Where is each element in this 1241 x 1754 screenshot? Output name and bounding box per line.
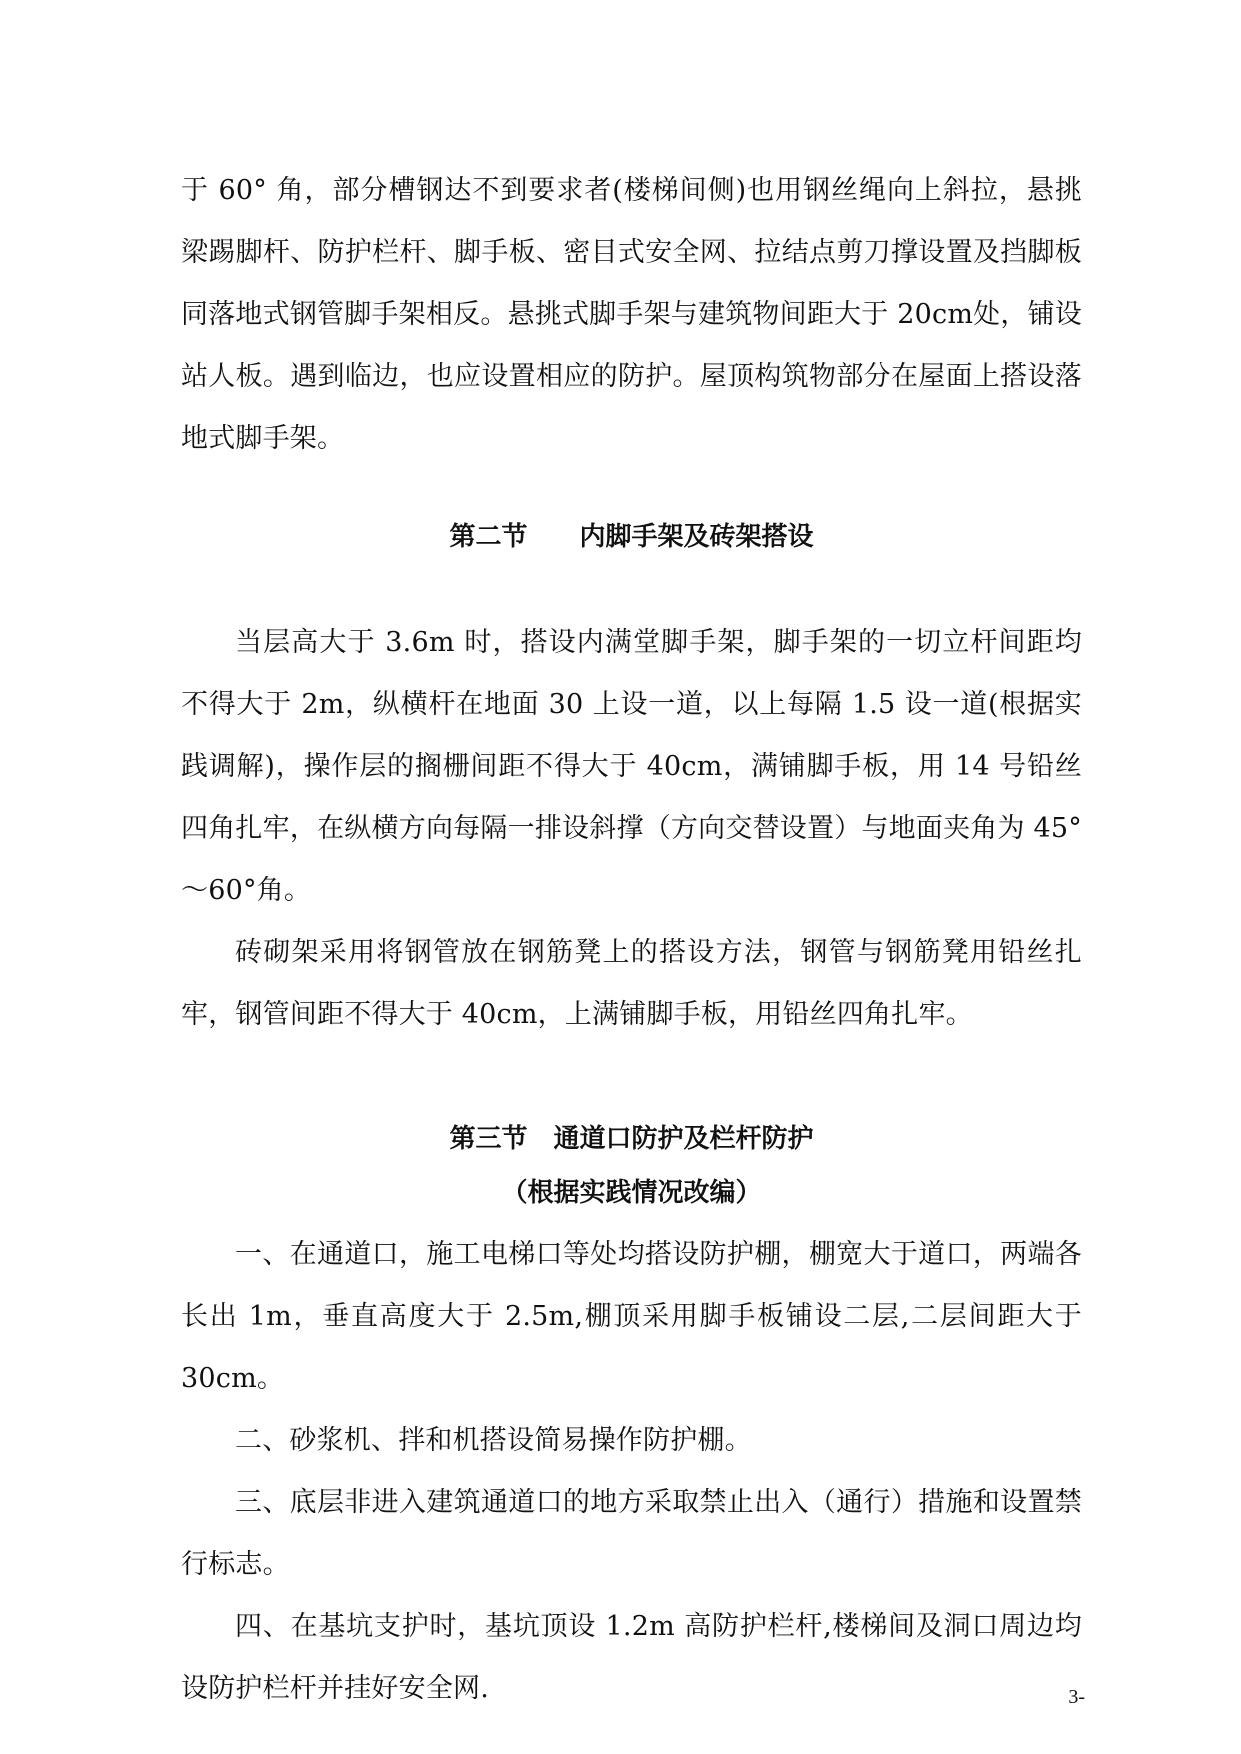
page-number: 3- [1068,1686,1085,1708]
section-3-item-4: 四、在基坑支护时，基坑顶设 1.2m 高防护栏杆,楼梯间及洞口周边均设防护栏杆并挂好安全网. [181,1611,1082,1704]
page-body [181,160,1082,1720]
section-3-subheading: （根据实践情况改编） [501,1178,762,1208]
section-2-paragraph-2: 砖砌架采用将钢管放在钢筋凳上的搭设方法，钢管与钢筋凳用铅丝扎牢，钢管间距不得大于 40cm，上满铺脚手板，用铅丝四角扎牢。 [181,937,1082,1030]
section-3-item-2: 二、砂浆机、拌和机搭设简易操作防护棚。 [235,1425,752,1456]
section-3-item-1: 一、在通道口，施工电梯口等处均搭设防护棚，棚宽大于道口，两端各长出 1m，垂直高度大于 2.5m,棚顶采用脚手板铺设二层,二层间距大于 30cm。 [181,1239,1082,1394]
section-2-heading: 第二节 内脚手架及砖架搭设 [449,522,814,552]
section-2-paragraph-1: 当层高大于 3.6m 时，搭设内满堂脚手架，脚手架的一切立杆间距均不得大于 2m，纵横杆在地面 30 上设一道，以上每隔 1.5 设一道(根据实践调解)，操作层的搁栅间距不得大于 40cm，满铺脚手板，用 14 号铅丝四角扎牢，在纵横方向每隔一排设斜撑（方向交替设置）与地面夹角为 45°～60°角。 [181,627,1082,906]
intro-paragraph: 于 60° 角，部分槽钢达不到要求者(楼梯间侧)也用钢丝绳向上斜拉，悬挑梁踢脚杆、防护栏杆、脚手板、密目式安全网、拉结点剪刀撑设置及挡脚板同落地式钢管脚手架相反。悬挑式脚手架与建筑物间距大于 20cm处，铺设站人板。遇到临边，也应设置相应的防护。屋顶构筑物部分在屋面上搭设落地式脚手架。 [181,175,1082,454]
section-3-heading: 第三节 通道口防护及栏杆防护 [449,1124,814,1154]
section-3-item-3: 三、底层非进入建筑通道口的地方采取禁止出入（通行）措施和设置禁行标志。 [181,1487,1082,1580]
